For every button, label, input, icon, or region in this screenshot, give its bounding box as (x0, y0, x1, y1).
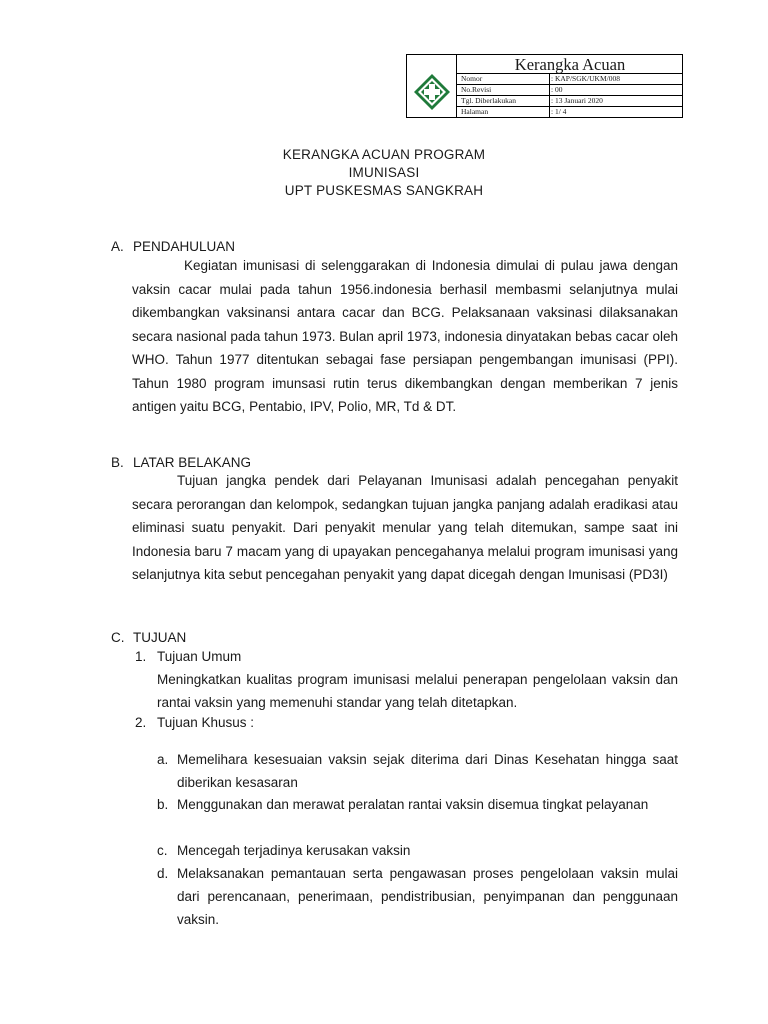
tujuan-umum-body: Meningkatkan kualitas program imunisasi melalui penerapan pengelolaan vaksin dan rantai vaksin yang memenuhi standar yang telah ditetapkan. (157, 672, 678, 710)
meta-row-revisi (457, 85, 683, 96)
meta-label: No.Revisi (461, 85, 492, 94)
meta-label: Tgl. Diberlakukan (461, 96, 516, 105)
meta-value: : 1/ 4 (551, 107, 567, 116)
section-title: TUJUAN (133, 630, 187, 645)
tujuan-khusus-item (135, 715, 254, 730)
section-a-heading (111, 239, 235, 254)
meta-value: : KAP/SGK/UKM/008 (551, 74, 620, 83)
meta-label: Halaman (461, 107, 489, 116)
meta-value: : 13 Januari 2020 (551, 96, 603, 105)
section-b-body: Tujuan jangka pendek dari Pelayanan Imunisasi adalah pencegahan penyakit secara perorangan dan kelompok, sedangkan tujuan jangka panjang adalah eradikasi atau eliminasi suatu penyakit. Dari penyakit menular yang telah ditemukan, sampe saat ini Indonesia baru 7 macam yang di upayakan pencegahanya melalui program imunisasi yang selanjutnya kita sebut pencegahan penyakit yang dapat dicegah dengan Imunisasi (PD3I) (132, 473, 678, 582)
list-text: Mencegah terjadinya kerusakan vaksin (177, 843, 411, 858)
section-title: LATAR BELAKANG (133, 455, 252, 470)
meta-row-nomor (457, 74, 683, 85)
section-a-body: Kegiatan imunisasi di selenggarakan di Indonesia dimulai di pulau jawa dengan vaksin cacar mulai pada tahun 1956.indonesia berhasil membasmi selanjutnya mulai dikembangkan vaksinansi antara cacar dan BCG. Pelaksanaan vaksinasi dilaksanakan secara nasional pada tahun 1973. Bulan april 1973, indonesia dinyatakan bebas cacar oleh WHO. Tahun 1977 ditentukan sebagai fase persiapan pengembangan imunisasi (PPI). Tahun 1980 program imunsasi rutin terus dikembangkan dengan memberikan 7 jenis antigen yaitu BCG, Pentabio, IPV, Polio, MR, Td & DT. (132, 258, 678, 414)
item-label: Tujuan Khusus : (157, 715, 255, 730)
item-number: 2. (135, 715, 147, 730)
section-letter: B. (111, 455, 124, 470)
doc-title-line-2: IMUNISASI (348, 165, 420, 180)
meta-label: Nomor (461, 74, 483, 83)
doc-title-line-3: UPT PUSKESMAS SANGKRAH (284, 183, 484, 198)
list-bullet: a. (157, 752, 169, 767)
doc-title-line-1: KERANGKA ACUAN PROGRAM (282, 147, 486, 162)
list-bullet: b. (157, 797, 169, 812)
section-title: PENDAHULUAN (133, 239, 236, 254)
item-label: Tujuan Umum (157, 649, 242, 664)
list-text: Menggunakan dan merawat peralatan rantai vaksin disemua tingkat pelayanan (177, 797, 649, 812)
section-b-heading (111, 455, 251, 470)
logo-cell (407, 55, 457, 117)
meta-row-halaman (457, 107, 683, 118)
list-text: Melaksanakan pemantauan serta pengawasan proses pengelolaan vaksin mulai dari perencanaan, penerimaan, pendistribusian, penyimpanan dan penggunaan vaksin. (177, 866, 678, 927)
list-text: Memelihara kesesuaian vaksin sejak diterima dari Dinas Kesehatan hingga saat diberikan kesasaran (177, 752, 678, 790)
meta-row-tanggal (457, 96, 683, 107)
list-bullet: c. (157, 843, 168, 858)
puskesmas-logo-icon (412, 72, 452, 112)
section-c-heading (111, 630, 186, 645)
list-bullet: d. (157, 866, 169, 881)
tujuan-umum-item (135, 649, 241, 664)
section-letter: A. (111, 239, 124, 254)
item-number: 1. (135, 649, 147, 664)
header-meta-table (457, 74, 683, 117)
document-header-box (406, 54, 683, 118)
header-title: Kerangka Acuan (457, 55, 683, 74)
section-letter: C. (111, 630, 125, 645)
meta-value: : 00 (551, 85, 563, 94)
